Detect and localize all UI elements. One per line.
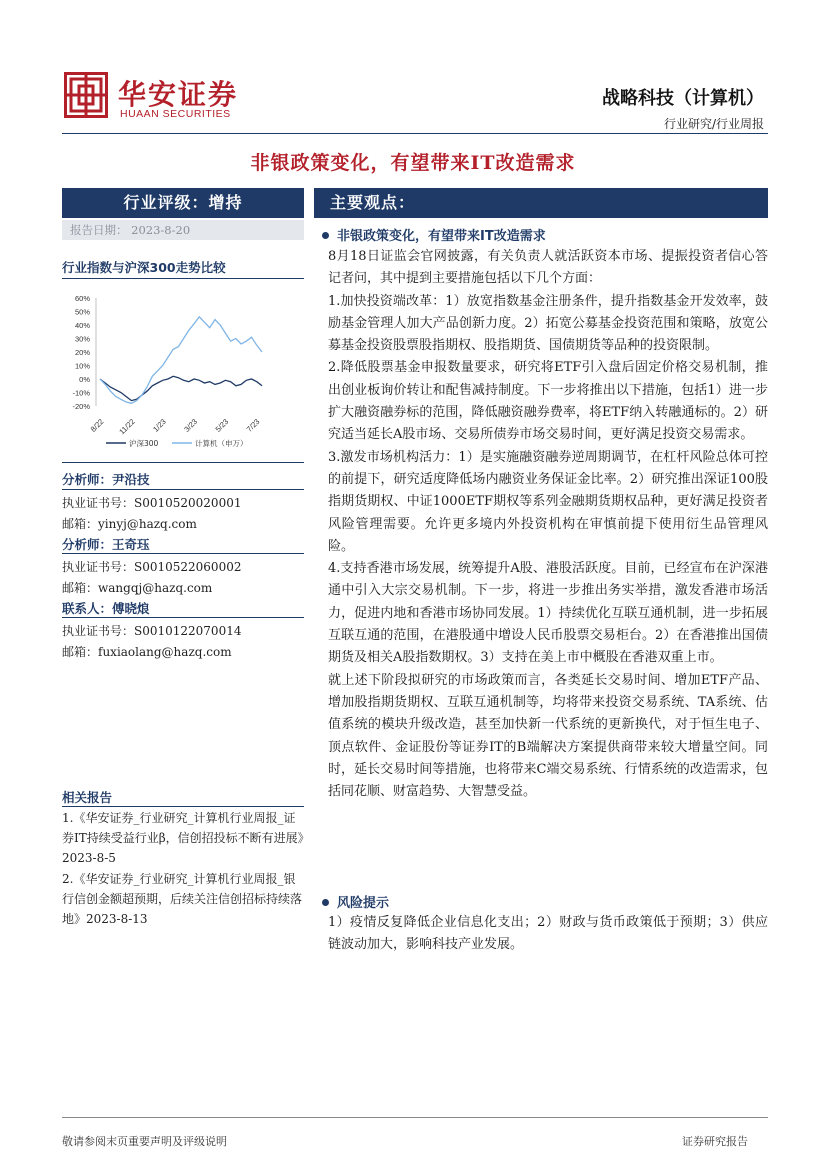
chart-title-divider bbox=[62, 278, 304, 279]
footer-disclaimer: 敬请参阅末页重要声明及评级说明 bbox=[62, 1135, 227, 1148]
bullet-risk-text: 风险提示 bbox=[337, 896, 390, 911]
paragraph-2: 2.降低股票基金申报数量要求，研究将ETF引入盘后固定价格交易机制，推出创业板询价转让和配售减持制度。下一步将推出以下措施，包括1）进一步扩大融资融券标的范围，降低融资融券费率，将ETF纳入转融通标的。2）研究适当延长A股市场、交易所债券市场交易时间，更好满足投资交易需求。 bbox=[328, 360, 768, 443]
analyst-1-cert: 执业证书号：S0010520020001 bbox=[62, 496, 242, 510]
footer-report-type: 证券研究报告 bbox=[682, 1135, 748, 1148]
bullet-main bbox=[322, 225, 546, 244]
related-report-2[interactable]: 2.《华安证券_行业研究_计算机行业周报_银行信创金额超预期，后续关注信创招标持续落地》2023-8-13 bbox=[62, 872, 303, 926]
bullet-dot-icon bbox=[322, 899, 329, 906]
legend-label: 沪深300 bbox=[129, 439, 159, 448]
contact-title: 联系人：傅晓烺 bbox=[62, 601, 150, 616]
risk-body bbox=[328, 912, 768, 957]
series-line-0 bbox=[100, 376, 262, 400]
y-tick-label: 30% bbox=[74, 334, 90, 344]
x-tick-label: 1/23 bbox=[151, 417, 168, 434]
x-tick-label: 11/22 bbox=[117, 417, 137, 437]
y-tick-label: 20% bbox=[74, 348, 90, 357]
analyst-1-email[interactable]: 邮箱：yinyj@hazq.com bbox=[62, 517, 197, 531]
x-tick-label: 8/22 bbox=[88, 417, 106, 434]
logo-text-en: HUAAN SECURITIES bbox=[120, 108, 231, 120]
analyst-1-divider bbox=[62, 489, 304, 490]
logo-text-cn: 华安证券 bbox=[118, 78, 239, 111]
contact-divider bbox=[62, 617, 304, 618]
analyst-1-title: 分析师：尹沿技 bbox=[62, 472, 150, 487]
related-report-1[interactable]: 1.《华安证券_行业研究_计算机行业周报_证券IT持续受益行业β，信创招投标不断有进展》2023-8-5 bbox=[62, 811, 304, 865]
series-line-1 bbox=[100, 317, 262, 403]
bullet-main-text: 非银政策变化，有望带来IT改造需求 bbox=[337, 229, 546, 244]
page-title: 非银政策变化，有望带来IT改造需求 bbox=[250, 152, 576, 174]
paragraph-1: 1.加快投资端改革：1）放宽指数基金注册条件，提升指数基金开发效率，鼓励基金管理人加大产品创新力度。2）拓宽公募基金投资范围和策略，放宽公募基金投资股票股指期权、股指期货、国债期货等品种的投资限制。 bbox=[328, 293, 768, 354]
analyst-2-title: 分析师：王奇珏 bbox=[62, 537, 150, 552]
paragraph-5: 就上述下阶段拟研究的市场政策而言，各类延长交易时间、增加ETF产品、增加股指期货期权、互联互通机制等，均将带来投资交易系统、TA系统、估值系统的模块升级改造，甚至加快新一代系统的更新换代，对于恒生电子、顶点软件、金证股份等证券IT的B端解决方案提供商带来较大增量空间。同时，延长交易时间等措施，也将带来C端交易系统、行情系统的改造需求，包括同花顺、财富趋势、大智慧受益。 bbox=[328, 672, 768, 800]
main-points-header: 主要观点： bbox=[314, 188, 768, 218]
footer-divider bbox=[62, 1117, 768, 1118]
report-date-text: 报告日期： 2023-8-20 bbox=[70, 223, 191, 237]
chart-bottom-divider bbox=[62, 462, 304, 463]
contact-cert: 执业证书号：S0010122070014 bbox=[62, 624, 242, 638]
y-tick-label: 50% bbox=[74, 307, 90, 317]
y-tick-label: 60% bbox=[74, 294, 90, 303]
chart-title: 行业指数与沪深300走势比较 bbox=[62, 260, 226, 275]
main-body bbox=[328, 246, 768, 803]
contact-email[interactable]: 邮箱：fuxiaolang@hazq.com bbox=[62, 645, 232, 659]
risk-text: 1）疫情反复降低企业信息化支出；2）财政与货币政策低于预期；3）供应链波动加大，影响科技产业发展。 bbox=[328, 915, 768, 953]
x-tick-label: 7/23 bbox=[244, 417, 262, 434]
x-tick-label: 3/23 bbox=[182, 417, 200, 434]
analyst-2-email[interactable]: 邮箱：wangqj@hazq.com bbox=[62, 581, 213, 595]
report-category: 战略科技（计算机） bbox=[602, 88, 764, 109]
y-tick-label: 40% bbox=[74, 321, 90, 330]
index-comparison-chart bbox=[62, 288, 304, 460]
bullet-risk bbox=[322, 892, 389, 911]
report-subcategory: 行业研究/行业周报 bbox=[663, 117, 764, 131]
related-reports-list bbox=[62, 808, 304, 930]
related-reports-divider bbox=[62, 806, 304, 807]
y-tick-label: 10% bbox=[74, 361, 90, 371]
logo-mark bbox=[64, 72, 108, 118]
header-divider bbox=[62, 133, 768, 134]
bullet-dot-icon bbox=[322, 232, 329, 239]
report-date bbox=[62, 220, 304, 240]
y-tick-label: 0% bbox=[79, 375, 90, 384]
analyst-2-divider bbox=[62, 553, 304, 554]
paragraph-3: 3.激发市场机构活力：1）是实施融资融券逆周期调节，在杠杆风险总体可控的前提下，研究适度降低场内融资业务保证金比率。2）研究推出深证100股指期货期权、中证1000ETF期权等系列金融期货期权品种，更好满足投资者风险管理需要。允许更多境内外投资机构在审慎前提下使用衍生品管理风险。 bbox=[328, 449, 768, 554]
industry-rating: 行业评级：增持 bbox=[62, 188, 304, 218]
y-tick-label: -20% bbox=[72, 402, 90, 411]
x-tick-label: 5/23 bbox=[213, 417, 231, 434]
analyst-2-cert: 执业证书号：S0010522060002 bbox=[62, 560, 242, 574]
related-reports-title: 相关报告 bbox=[62, 790, 113, 805]
legend-label: 计算机（申万） bbox=[195, 439, 248, 448]
paragraph-intro: 8月18日证监会官网披露，有关负责人就活跃资本市场、提振投资者信心答记者问，其中提到主要措施包括以下几个方面： bbox=[328, 249, 768, 287]
paragraph-4: 4.支持香港市场发展，统筹提升A股、港股活跃度。目前，已经宣布在沪深港通中引入大宗交易机制。下一步，将进一步推出务实举措，激发香港市场活力，促进内地和香港市场协同发展。1）持续优化互联互通机制，进一步拓展互联互通的范围，在港股通中增设人民币股票交易柜台。2）在香港推出国债期货及相关A股指数期权。3）支持在美上市中概股在香港双重上市。 bbox=[328, 561, 768, 666]
chart-svg bbox=[62, 288, 304, 460]
y-tick-label: -10% bbox=[72, 388, 90, 398]
